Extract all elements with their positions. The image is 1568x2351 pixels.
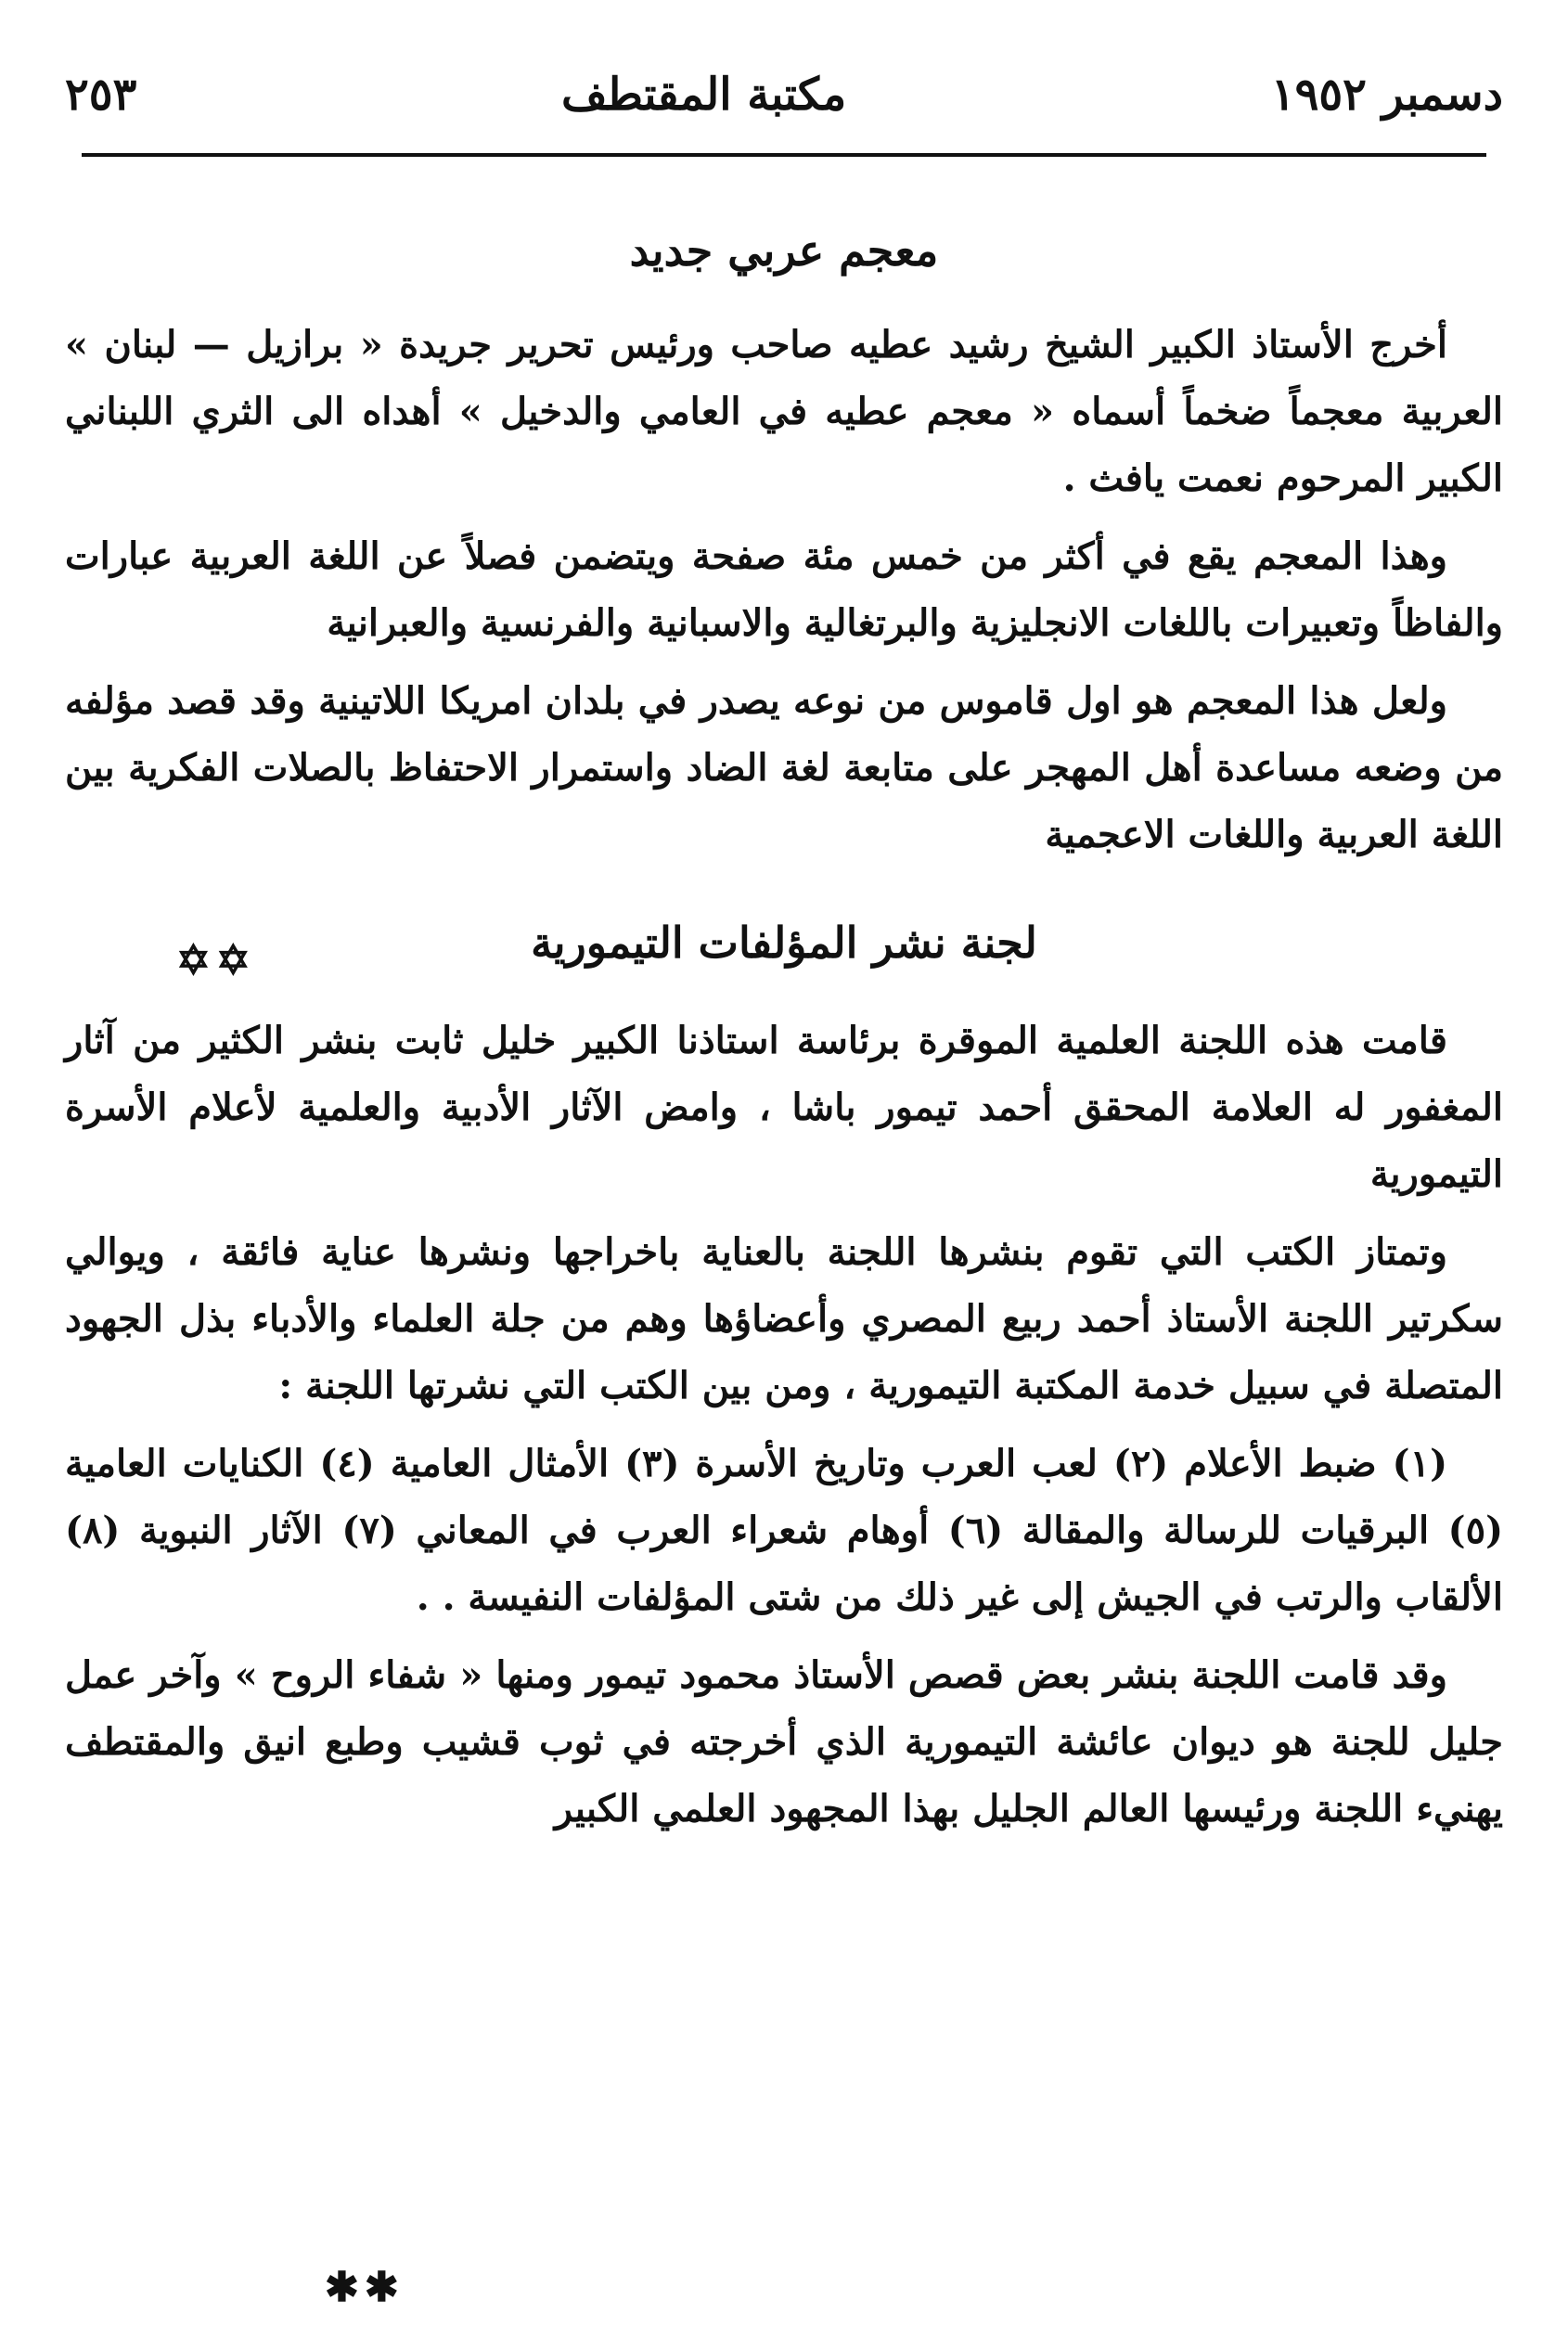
section1-paragraph: وهذا المعجم يقع في أكثر من خمس مئة صفحة ويتضمن فصلاً عن اللغة العربية عبارات والفاظاً وتعبيرات باللغات الانجليزية والبرتغالية والاسبانية والفرنسية والعبرانية [65, 534, 1503, 645]
issue-date: دسمبر ١٩٥٢ [1270, 69, 1503, 121]
journal-title: مكتبة المقتطف [561, 69, 847, 121]
section1-paragraph: أخرج الأستاذ الكبير الشيخ رشيد عطيه صاحب ورئيس تحرير جريدة « برازيل — لبنان » العربية معجماً ضخماً أسماه « معجم عطيه في العامي والدخيل » أهداه الى الثري اللبناني الكبير المرحوم نعمت يافث . [65, 323, 1503, 500]
section2-paragraph: وتمتاز الكتب التي تقوم بنشرها اللجنة بالعناية باخراجها ونشرها عناية فائقة ، ويوالي سكرتير اللجنة الأستاذ أحمد ربيع المصري وأعضاؤها وهم من جلة العلماء والأدباء بذل الجهود المتصلة في سبيل خدمة المكتبة التيمورية ، ومن بين الكتب التي نشرتها اللجنة : [65, 1230, 1503, 1407]
section2-paragraph: قامت هذه اللجنة العلمية الموقرة برئاسة استاذنا الكبير خليل ثابت بنشر الكثير من آثار المغفور له العلامة المحقق أحمد تيمور باشا ، وامض الآثار الأدبية والعلمية لأعلام الأسرة التيمورية [65, 1019, 1503, 1196]
section-divider-stars: ✱✱ [325, 2264, 405, 2311]
header-rule [82, 153, 1486, 157]
section2-paragraph: (١) ضبط الأعلام (٢) لعب العرب وتاريخ الأسرة (٣) الأمثال العامية (٤) الكنايات العامية (٥) البرقيات للرسالة والمقالة (٦) أوهام شعراء العرب في المعاني (٧) الآثار النبوية (٨) الألقاب والرتب في الجيش إلى غير ذلك من شتى المؤلفات النفيسة . . [65, 1442, 1504, 1619]
page-number: ٢٥٣ [65, 69, 137, 121]
section-divider-stars: ✡✡ [176, 937, 256, 984]
section2-paragraph: وقد قامت اللجنة بنشر بعض قصص الأستاذ محمود تيمور ومنها « شفاء الروح » وآخر عمل جليل للجنة هو ديوان عائشة التيمورية الذي أخرجته في ثوب قشيب وطبع انيق والمقتطف يهنيء اللجنة ورئيسها العالم الجليل بهذا المجهود العلمي الكبير [65, 1653, 1503, 1831]
section1-paragraph: ولعل هذا المعجم هو اول قاموس من نوعه يصدر في بلدان امريكا اللاتينية وقد قصد مؤلفه من وضعه مساعدة أهل المهجر على متابعة لغة الضاد واستمرار الاحتفاظ بالصلات الفكرية بين اللغة العربية واللغات الاعجمية [65, 679, 1503, 856]
page-header [65, 58, 1503, 132]
article-body [65, 213, 1503, 1854]
section2-title: لجنة نشر المؤلفات التيمورية [531, 918, 1037, 968]
section1-title: معجم عربي جديد [629, 225, 939, 276]
